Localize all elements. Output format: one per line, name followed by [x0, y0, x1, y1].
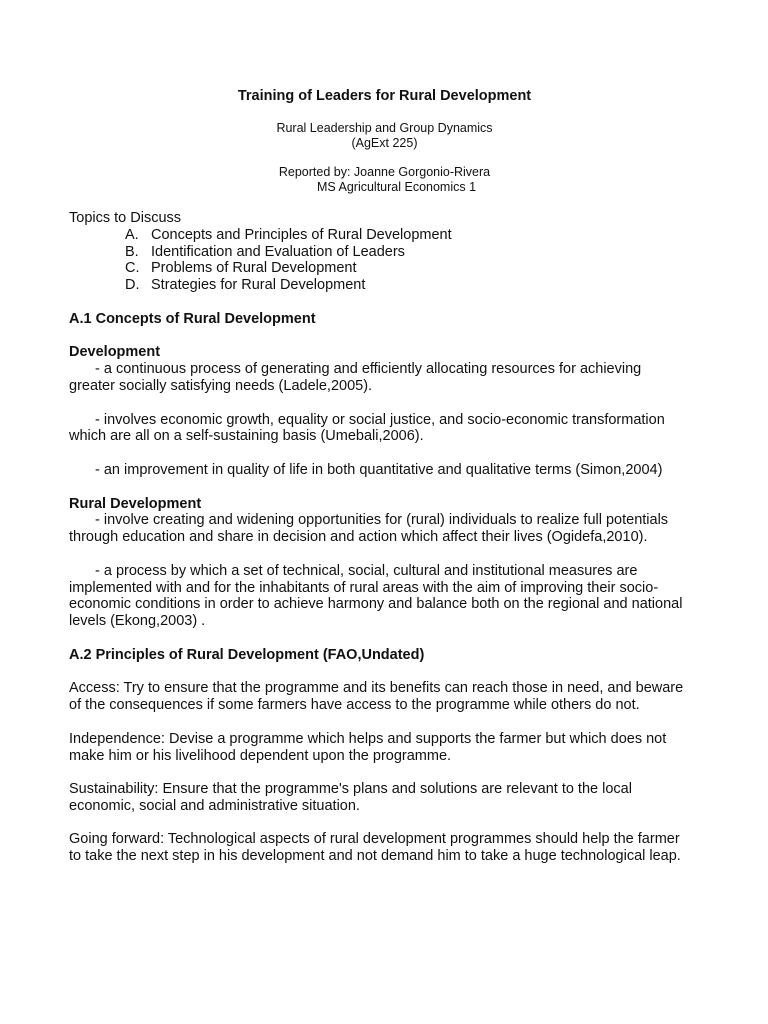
section-heading-a1: A.1 Concepts of Rural Development: [69, 310, 316, 327]
list-item-marker: A.: [125, 226, 139, 243]
paragraph: - involve creating and widening opportunities for (rural) individuals to realize full potentials through education and share in decision and action which affect their lives (Ogidefa,2010).: [69, 512, 669, 546]
reporter-info: [75, 165, 694, 194]
list-item-marker: C.: [125, 260, 140, 277]
document-title: Training of Leaders for Rural Development: [237, 88, 532, 104]
list-item-text: Problems of Rural Development: [151, 260, 357, 277]
paragraph: - a process by which a set of technical, social, cultural and institutional measures are implemented with and for the inhabitants of rural areas with the aim of improving their socio-economic conditions in order to achieve harmony and balance both on the regional and national levels (Ekong,2003) .: [69, 562, 683, 630]
paragraph: Independence: Devise a programme which helps and supports the farmer but which does not make him or his livelihood dependent upon the programme.: [69, 730, 667, 764]
list-item-text: Concepts and Principles of Rural Development: [151, 226, 452, 243]
document-header: [75, 88, 694, 194]
list-item-text: Strategies for Rural Development: [151, 277, 366, 294]
reported-by: Reported by: Joanne Gorgonio-Rivera: [278, 165, 491, 179]
paragraph: - a continuous process of generating and efficiently allocating resources for achieving greater socially satisfying needs (Ladele,2005).: [69, 361, 642, 394]
course-name: Rural Leadership and Group Dynamics: [276, 121, 493, 135]
sub-heading-rural-development: Rural Development: [69, 495, 202, 512]
paragraph: - involves economic growth, equality or social justice, and socio-economic transformation which are all on a self-sustaining basis (Umebali,2006).: [69, 411, 665, 445]
topics-section: [69, 210, 688, 294]
list-item: [125, 227, 688, 244]
list-item: [125, 244, 688, 261]
paragraph: - an improvement in quality of life in both quantitative and qualitative terms (Simon,2004): [95, 461, 663, 478]
course-info: [75, 121, 694, 150]
reporter-program: MS Agricultural Economics 1: [316, 179, 477, 194]
list-item-marker: B.: [125, 243, 139, 260]
course-code: (AgExt 225): [351, 135, 418, 150]
list-item: [125, 260, 688, 277]
paragraph: Going forward: Technological aspects of rural development programmes should help the farmer to take the next step in his development and not demand him to take a huge technological leap.: [69, 831, 681, 865]
sub-heading-development: Development: [69, 344, 161, 361]
paragraph: Access: Try to ensure that the programme and its benefits can reach those in need, and beware of the consequences if some farmers have access to the programme while others do not.: [69, 680, 684, 714]
list-item-marker: D.: [125, 277, 140, 294]
section-heading-a2: A.2 Principles of Rural Development (FAO,Undated): [69, 646, 425, 663]
list-item-text: Identification and Evaluation of Leaders: [151, 243, 405, 260]
topics-heading: Topics to Discuss: [69, 210, 182, 226]
paragraph: Sustainability: Ensure that the programme's plans and solutions are relevant to the local economic, social and administrative situation.: [69, 781, 632, 814]
list-item: [125, 277, 688, 294]
topic-list: [69, 227, 688, 294]
